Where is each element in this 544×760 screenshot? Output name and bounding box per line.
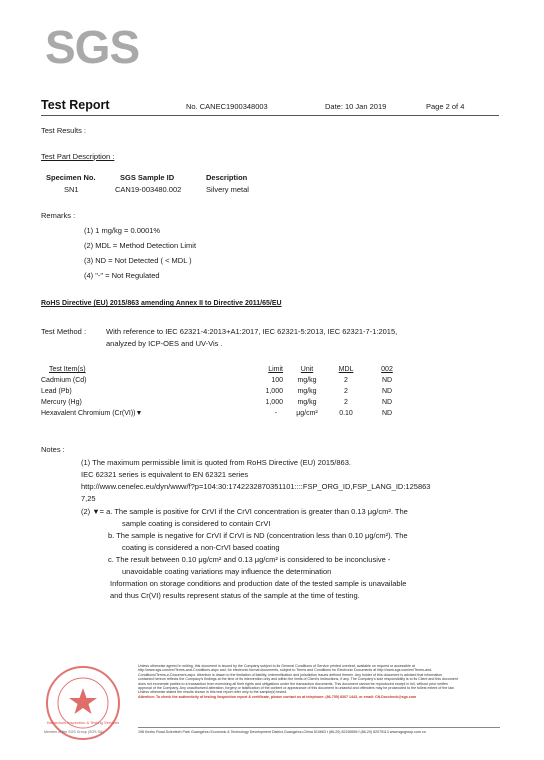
footer-address: 198 Kezhu Road,Scientech Park Guangzhou Economic & Technology Development District,Guangzhou,China 510663 t (86-20) 82155555 f (86-20) 82075113 www.sgsgroup.com.cn [138, 730, 426, 734]
results-header-unit: Unit [300, 366, 314, 373]
remark-item: (2) MDL = Method Detection Limit [84, 241, 197, 250]
table-row [41, 408, 413, 419]
footer-attention: Attention: To check the authenticity of testing /inspection report & certificate, please contact us at telephone: (86-755) 8307 1443, or email: CN.Doccheck@sgs.com [138, 694, 417, 699]
note-line: IEC 62321 series is equivalent to EN 62321 series [81, 470, 249, 479]
results-cell: ND [381, 388, 393, 395]
directive-heading: RoHS Directive (EU) 2015/863 amending Annex II to Directive 2011/65/EU [41, 300, 282, 307]
remarks-label: Remarks : [41, 211, 76, 220]
note-line: http://www.cenelec.eu/dyn/www/f?p=104:30:1742232870351101::::FSP_ORG_ID,FSP_LANG_ID:125863 [81, 482, 431, 491]
results-header-limit: Limit [268, 366, 283, 373]
member-text: Member of the SGS Group (SGS SA) [44, 730, 104, 734]
results-cell: mg/kg [297, 377, 317, 384]
notes-label: Notes : [41, 445, 65, 454]
specimen-header-description: Description [206, 173, 248, 182]
results-header-row [41, 364, 413, 375]
results-cell: ND [381, 377, 393, 384]
footer-divider [138, 727, 500, 728]
sgs-logo [45, 21, 140, 73]
results-header-mdl: MDL [338, 366, 354, 373]
table-row [41, 375, 413, 386]
results-cell: μg/cm² [296, 410, 318, 417]
remark-item: (1) 1 mg/kg = 0.0001% [84, 226, 161, 235]
results-cell: 2 [344, 399, 348, 406]
results-cell: 1,000 [265, 388, 283, 395]
table-row [41, 397, 413, 408]
results-cell: Cadmium (Cd) [41, 377, 87, 384]
note-line: (2) ▼= a. The sample is positive for CrVI if the CrVI concentration is greater than 0.13 μg/cm². The [81, 507, 408, 516]
specimen-cell-id: CAN19-003480.002 [115, 185, 182, 194]
results-header-item: Test Item(s) [49, 366, 86, 373]
note-line: unavoidable coating variations may influence the determination [122, 567, 332, 576]
note-line: sample coating is considered to contain CrVI [122, 519, 271, 528]
table-row [41, 386, 413, 397]
test-method-line: With reference to IEC 62321-4:2013+A1:2017, IEC 62321-5:2013, IEC 62321-7-1:2015, [106, 327, 398, 336]
note-line: c. The result between 0.10 μg/cm² and 0.13 μg/cm² is considered to be inconclusive - [108, 555, 391, 564]
header-divider [41, 115, 499, 116]
note-line: b. The sample is negative for CrVI if CrVI is ND (concentration less than 0.10 μg/cm²). The [108, 531, 408, 540]
test-part-description-label: Test Part Description : [41, 152, 115, 161]
seal-caption: Hazardous Inspection & Testing Services [46, 720, 120, 725]
note-line: and thus Cr(VI) results represent status of the sample at the time of testing. [110, 591, 360, 600]
results-cell: ND [381, 410, 393, 417]
results-cell: Mercury (Hg) [41, 399, 82, 406]
test-method-label: Test Method : [41, 327, 87, 336]
results-cell: - [274, 410, 277, 417]
results-cell: 100 [271, 377, 283, 384]
note-line: (1) The maximum permissible limit is quoted from RoHS Directive (EU) 2015/863. [81, 458, 351, 467]
remark-item: (4) "-" = Not Regulated [84, 271, 160, 280]
footer-disclaimer [138, 664, 458, 699]
results-cell: 2 [344, 388, 348, 395]
results-cell: 1,000 [265, 399, 283, 406]
specimen-header-id: SGS Sample ID [120, 173, 175, 182]
results-cell: 0.10 [339, 410, 353, 417]
specimen-header-no: Specimen No. [46, 173, 96, 182]
page-number: Page 2 of 4 [426, 102, 465, 111]
footer-disclaimer-text: Unless otherwise agreed in writing, this document is issued by the Company subject to its General Conditions of Service printed overleaf, available on request or accessible at http://www.sgs.com/en/Terms-and-Conditions.aspx and, for electronic format documents, subject to Terms and Conditions for Electronic Documents at http://www.sgs.com/en/Terms-and-Conditions/Terms-e-Document.aspx. Attention is drawn to the limitation of liability, indemnification and jurisdiction issues defined therein. Any holder of this document is advised that information contained hereon reflects the Company's findings at the time of its intervention only and within the limits of Client's instructions, if any. The Company's sole responsibility is to its Client and this document does not exonerate parties to a transaction from exercising all their rights and obligations under the transaction documents. This document cannot be reproduced except in full, without prior written approval of the Company. Any unauthorized alteration, forgery or falsification of the content or appearance of this document is unlawful and offenders may be prosecuted to the fullest extent of the law. Unless otherwise stated the results shown in this test report refer only to the sample(s) tested. [138, 664, 458, 695]
test-method-line: analyzed by ICP-OES and UV-Vis . [106, 339, 223, 348]
note-line: 7,25 [81, 494, 96, 503]
sgs-logo-text: SGS [45, 21, 140, 73]
results-table [41, 364, 413, 419]
test-results-label: Test Results : [41, 126, 87, 135]
report-title: Test Report [41, 98, 110, 112]
results-cell: 2 [344, 377, 348, 384]
report-number: No. CANEC1900348003 [186, 102, 268, 111]
results-cell: ND [381, 399, 393, 406]
results-header-sample: 002 [381, 366, 393, 373]
note-line: Information on storage conditions and production date of the tested sample is unavailable [110, 579, 407, 588]
specimen-cell-no: SN1 [64, 185, 79, 194]
results-cell: Hexavalent Chromium (Cr(VI))▼ [41, 410, 143, 417]
specimen-cell-description: Silvery metal [206, 185, 249, 194]
note-line: coating is considered a non-CrVI based coating [122, 543, 280, 552]
results-cell: mg/kg [297, 399, 317, 406]
remark-item: (3) ND = Not Detected ( < MDL ) [84, 256, 192, 265]
results-cell: mg/kg [297, 388, 317, 395]
report-date: Date: 10 Jan 2019 [325, 102, 387, 111]
results-cell: Lead (Pb) [41, 388, 72, 395]
